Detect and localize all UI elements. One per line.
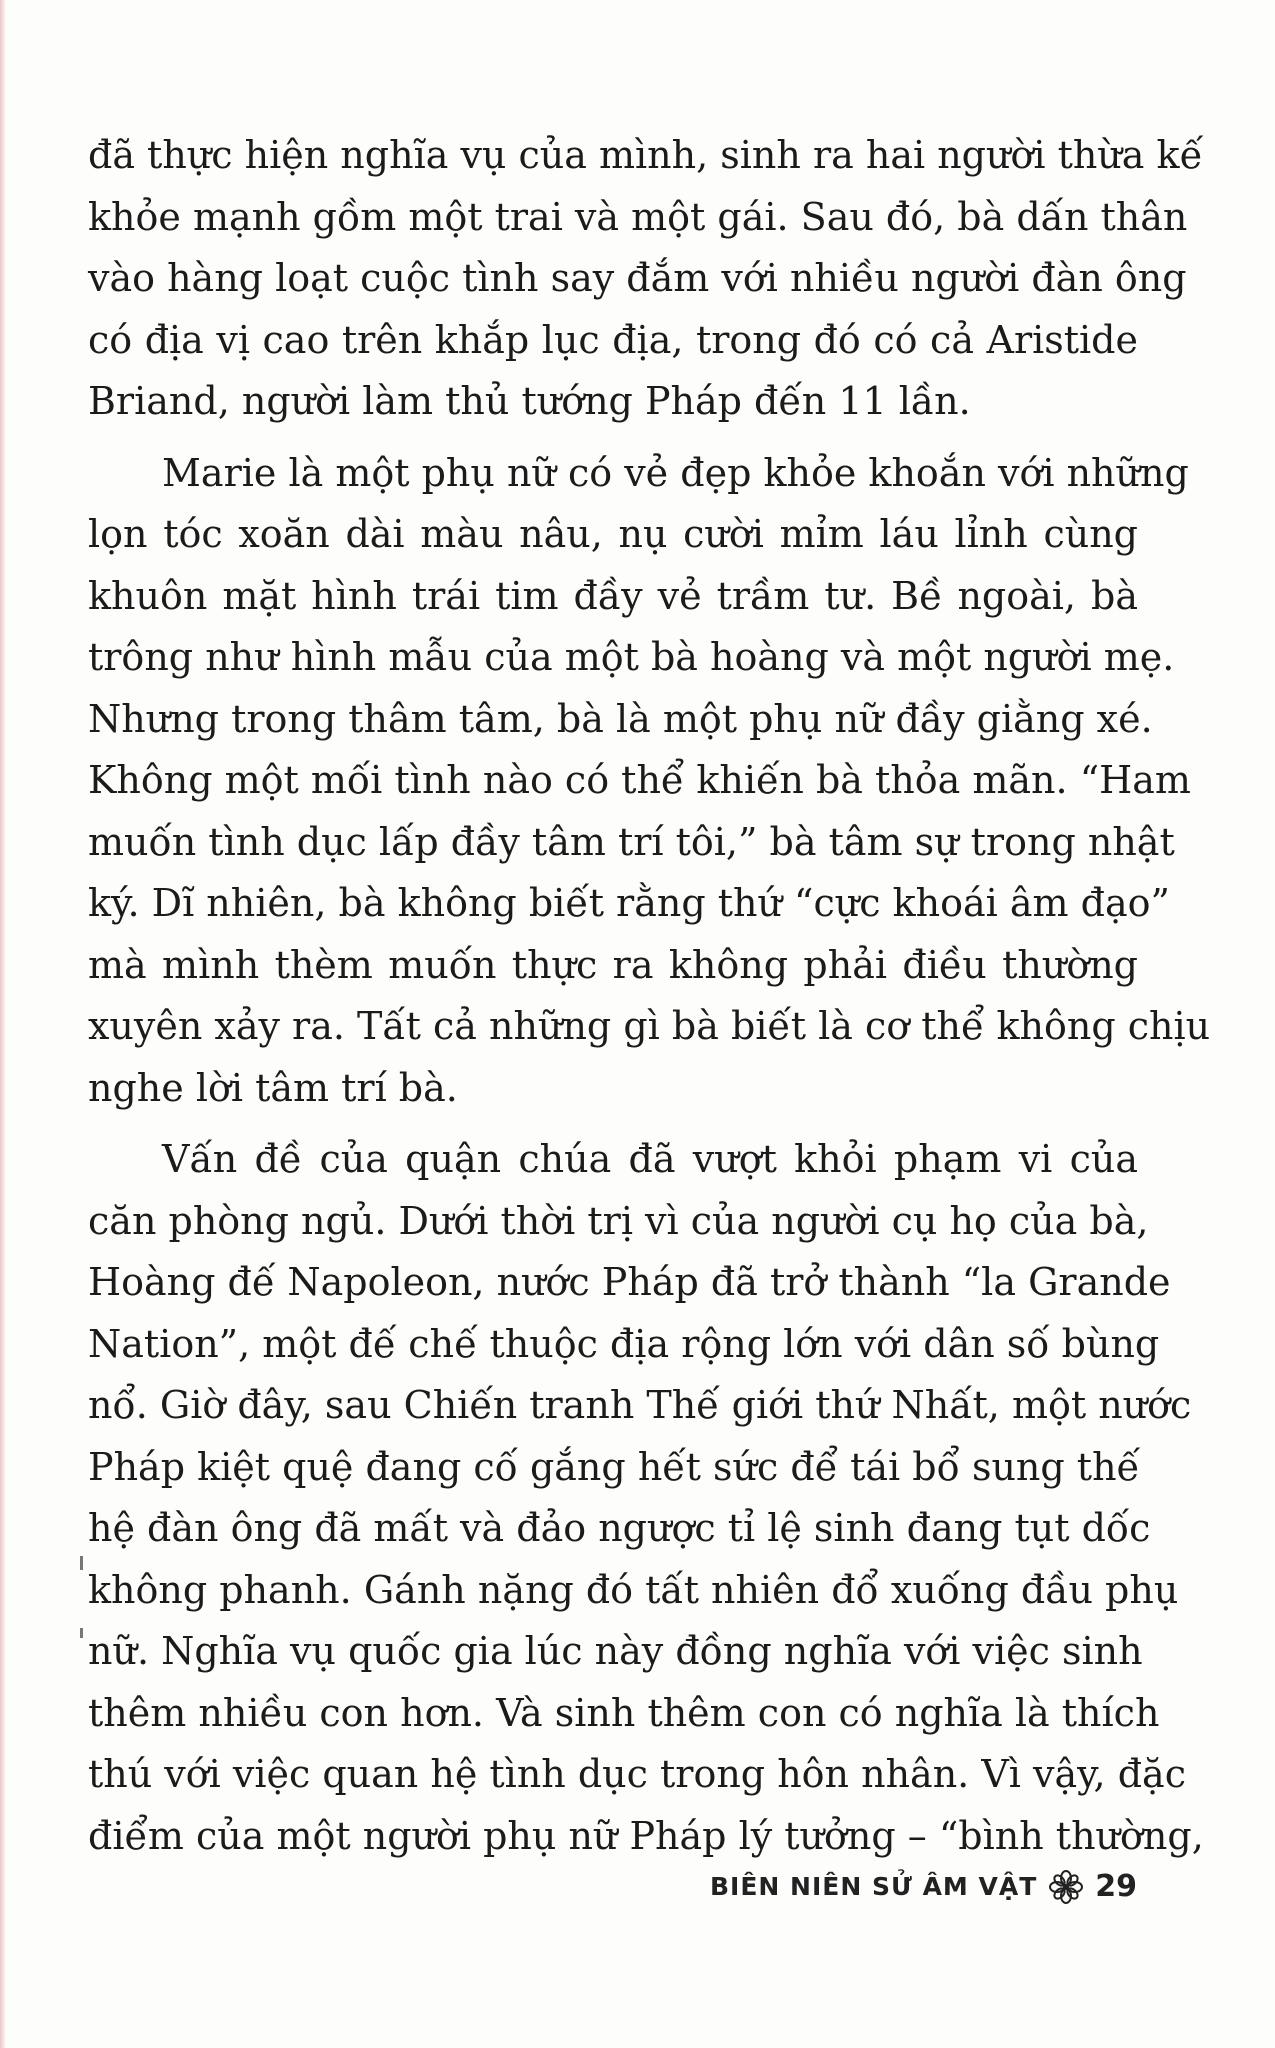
flower-icon [1049,1870,1083,1904]
text-line: lọn tóc xoăn dài màu nâu, nụ cười mỉm láu lỉnh cùng [88,512,1138,556]
page-footer [710,1869,1137,1904]
text-line: Không một mối tình nào có thể khiến bà thỏa mãn. “Ham [88,758,1191,802]
text-line: Nhưng trong thâm tâm, bà là một phụ nữ đầy giằng xé. [88,696,1153,741]
page-number: 29 [1095,1869,1137,1904]
paragraph-3 [88,1129,1204,1867]
text-line: trông như hình mẫu của một bà hoàng và một người mẹ. [88,635,1175,679]
scan-mark [80,1556,83,1570]
text-line: điểm của một người phụ nữ Pháp lý tưởng – “bình thường, [88,1813,1204,1858]
paragraph-1 [88,125,1203,433]
text-line: muốn tình dục lấp đầy tâm trí tôi,” bà tâm sự trong nhật [88,819,1175,864]
text-line: hệ đàn ông đã mất và đảo ngược tỉ lệ sinh đang tụt dốc [88,1506,1151,1550]
text-line: Hoàng đế Napoleon, nước Pháp đã trở thành “la Grande [88,1260,1171,1304]
text-line: Briand, người làm thủ tướng Pháp đến 11 lần. [88,379,971,423]
text-line: thú với việc quan hệ tình dục trong hôn nhân. Vì vậy, đặc [88,1752,1186,1796]
text-line: ký. Dĩ nhiên, bà không biết rằng thứ “cực khoái âm đạo” [88,881,1170,925]
text-line: Vấn đề của quận chúa đã vượt khỏi phạm vi của [162,1137,1138,1181]
paragraph-2 [88,443,1211,1120]
text-line: thêm nhiều con hơn. Và sinh thêm con có nghĩa là thích [88,1690,1160,1735]
text-line: đã thực hiện nghĩa vụ của mình, sinh ra hai người thừa kế [88,133,1203,177]
text-line: xuyên xảy ra. Tất cả những gì bà biết là cơ thể không chịu [88,1004,1211,1048]
text-line: mà mình thèm muốn thực ra không phải điều thường [88,942,1138,987]
scan-mark [80,1628,83,1638]
page-edge [0,0,6,2048]
text-line: vào hàng loạt cuộc tình say đắm với nhiều người đàn ông [88,256,1187,300]
body-text [88,125,1211,1867]
text-line: nữ. Nghĩa vụ quốc gia lúc này đồng nghĩa với việc sinh [88,1629,1143,1673]
text-line: căn phòng ngủ. Dưới thời trị vì của người cụ họ của bà, [88,1198,1149,1243]
text-line: khỏe mạnh gồm một trai và một gái. Sau đó, bà dấn thân [88,194,1188,239]
text-line: khuôn mặt hình trái tim đầy vẻ trầm tư. Bề ngoài, bà [88,573,1138,618]
text-line: Marie là một phụ nữ có vẻ đẹp khỏe khoắn với những [162,450,1189,495]
running-title: BIÊN NIÊN SỬ ÂM VẬT [709,1872,1038,1901]
text-line: có địa vị cao trên khắp lục địa, trong đó có cả Aristide [88,317,1138,362]
text-line: nghe lời tâm trí bà. [88,1065,458,1110]
text-line: không phanh. Gánh nặng đó tất nhiên đổ xuống đầu phụ [88,1567,1179,1612]
text-line: nổ. Giờ đây, sau Chiến tranh Thế giới thứ Nhất, một nước [88,1383,1192,1427]
text-line: Pháp kiệt quệ đang cố gắng hết sức để tái bổ sung thế [88,1444,1140,1489]
text-line: Nation”, một đế chế thuộc địa rộng lớn với dân số bùng [88,1321,1160,1366]
